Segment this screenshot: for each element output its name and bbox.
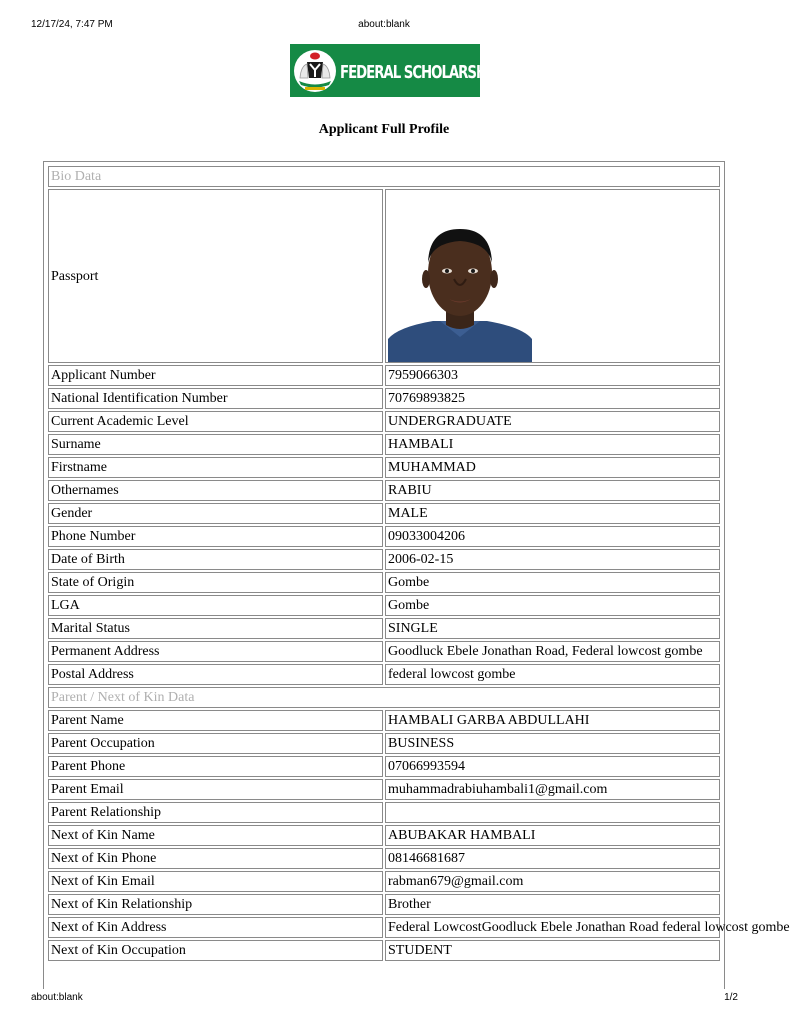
field-label: Next of Kin Address [48, 917, 383, 938]
field-label: Surname [48, 434, 383, 455]
field-value: STUDENT [385, 940, 720, 961]
profile-row [48, 572, 720, 593]
field-label: Parent Relationship [48, 802, 383, 823]
field-label: Next of Kin Occupation [48, 940, 383, 961]
logo-text: FEDERAL SCHOLARSHIP BOARD [340, 61, 550, 83]
field-value: 70769893825 [385, 388, 720, 409]
passport-row [48, 189, 720, 363]
field-label: Marital Status [48, 618, 383, 639]
profile-row [48, 641, 720, 662]
page-title: Applicant Full Profile [318, 122, 450, 137]
profile-row [48, 503, 720, 524]
field-value: HAMBALI GARBA ABDULLAHI [385, 710, 720, 731]
field-label: Parent Phone [48, 756, 383, 777]
profile-row [48, 618, 720, 639]
field-label: Postal Address [48, 664, 383, 685]
section-row-kin [48, 687, 720, 708]
field-value: federal lowcost gombe [385, 664, 720, 685]
profile-row [48, 825, 720, 846]
profile-row [48, 871, 720, 892]
field-value: Brother [385, 894, 720, 915]
page-number: 1/2 [724, 992, 738, 1003]
profile-row [48, 894, 720, 915]
passport-photo [388, 209, 532, 362]
field-label: Othernames [48, 480, 383, 501]
print-footer [0, 992, 768, 1006]
field-label: Current Academic Level [48, 411, 383, 432]
profile-row [48, 848, 720, 869]
profile-row [48, 595, 720, 616]
field-value: rabman679@gmail.com [385, 871, 720, 892]
field-value: muhammadrabiuhambali1@gmail.com [385, 779, 720, 800]
passport-label: Passport [48, 189, 383, 363]
field-value: MUHAMMAD [385, 457, 720, 478]
field-value: 7959066303 [385, 365, 720, 386]
field-value: HAMBALI [385, 434, 720, 455]
profile-container [43, 161, 790, 989]
field-value: 07066993594 [385, 756, 720, 777]
profile-row [48, 457, 720, 478]
field-label: Next of Kin Name [48, 825, 383, 846]
profile-row [48, 664, 720, 685]
field-label: Parent Occupation [48, 733, 383, 754]
kin-data-header: Parent / Next of Kin Data [48, 687, 720, 708]
section-row-bio [48, 166, 720, 187]
field-value: ABUBAKAR HAMBALI [385, 825, 720, 846]
profile-row [48, 434, 720, 455]
profile-row [48, 779, 720, 800]
coat-of-arms-icon [292, 48, 338, 94]
passport-photo-cell [385, 189, 720, 363]
print-url: about:blank [358, 19, 410, 30]
profile-row [48, 411, 720, 432]
field-label: Permanent Address [48, 641, 383, 662]
field-value: SINGLE [385, 618, 720, 639]
federal-scholarship-board-logo [290, 44, 550, 97]
field-label: Next of Kin Relationship [48, 894, 383, 915]
profile-row [48, 940, 720, 961]
field-label: State of Origin [48, 572, 383, 593]
field-value: RABIU [385, 480, 720, 501]
bio-data-header: Bio Data [48, 166, 720, 187]
field-value: UNDERGRADUATE [385, 411, 720, 432]
field-value: 08146681687 [385, 848, 720, 869]
field-value: BUSINESS [385, 733, 720, 754]
field-label: Parent Email [48, 779, 383, 800]
footer-url: about:blank [31, 992, 83, 1003]
profile-row [48, 733, 720, 754]
profile-row [48, 710, 720, 731]
print-datetime: 12/17/24, 7:47 PM [31, 19, 113, 30]
field-label: Date of Birth [48, 549, 383, 570]
profile-row [48, 802, 720, 823]
field-value: 2006-02-15 [385, 549, 720, 570]
field-value: Gombe [385, 572, 720, 593]
field-value: 09033004206 [385, 526, 720, 547]
field-value: Gombe [385, 595, 720, 616]
profile-row [48, 365, 720, 386]
field-label: National Identification Number [48, 388, 383, 409]
field-label: Phone Number [48, 526, 383, 547]
print-header [0, 19, 768, 33]
field-label: Next of Kin Email [48, 871, 383, 892]
profile-row [48, 480, 720, 501]
field-label: Firstname [48, 457, 383, 478]
field-label: Gender [48, 503, 383, 524]
profile-row [48, 549, 720, 570]
field-value: MALE [385, 503, 720, 524]
field-value: Federal LowcostGoodluck Ebele Jonathan Road federal lowcost gombe [385, 917, 720, 938]
profile-row [48, 388, 720, 409]
field-value [385, 802, 720, 823]
profile-row [48, 756, 720, 777]
field-label: Applicant Number [48, 365, 383, 386]
applicant-profile-table [46, 164, 790, 963]
field-label: LGA [48, 595, 383, 616]
field-label: Next of Kin Phone [48, 848, 383, 869]
profile-row [48, 917, 720, 938]
field-value: Goodluck Ebele Jonathan Road, Federal lowcost gombe [385, 641, 720, 662]
profile-row [48, 526, 720, 547]
field-label: Parent Name [48, 710, 383, 731]
